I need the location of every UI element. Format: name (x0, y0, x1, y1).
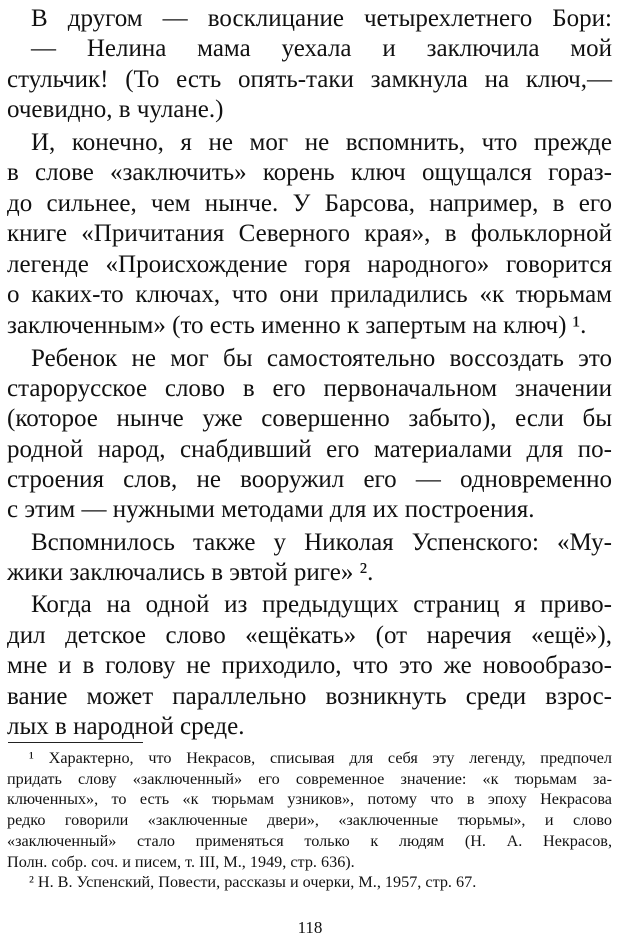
text-line: (которое нынче уже совершенно забыто), если бы (7, 405, 612, 432)
text-line: Вспомнилось также у Николая Успенского: «Му- (31, 529, 612, 556)
text-line: заключенным» (то есть именно к запертым на ключ) ¹. (7, 312, 587, 339)
footnote-line: ¹ Характерно, что Некрасов, списывая для себя эту легенду, предпочел (29, 749, 612, 767)
footnote-line: ² Н. В. Успенский, Повести, рассказы и очерки, М., 1957, стр. 67. (29, 873, 477, 891)
footnote-line: придать слову «заключенный» его современное значение: «к тюрьмам за- (7, 770, 612, 788)
text-line: И, конечно, я не мог не вспомнить, что прежде (31, 129, 612, 156)
footnote-line: ключенных», то есть «к тюрьмам узников», потому что в эпоху Некрасова (7, 790, 612, 808)
text-line: в слове «заключить» корень ключ ощущался гораз- (7, 159, 612, 186)
text-line: старорусское слово в его первоначальном значении (7, 375, 612, 402)
text-line: дил детское слово «ещёкать» (от наречия «ещё»), (7, 622, 612, 649)
footnote-line: редко говорили «заключенные двери», «заключенные тюрьмы», и слово (7, 811, 612, 829)
text-line: жики заключались в эвтой риге» ². (7, 559, 374, 586)
text-line: вание может параллельно возникнуть среди взрос- (7, 683, 612, 710)
text-line: Ребенок не мог бы самостоятельно воссоздать это (31, 345, 612, 372)
footnote-line: «заключенный» стало применяться только к людям (Н. А. Некрасов, (7, 832, 612, 850)
text-line: до сильнее, чем нынче. У Барсова, например, в его (7, 190, 612, 217)
text-line: родной народ, снабдивший его материалами для по- (7, 436, 612, 463)
footnote-line: Полн. собр. соч. и писем, т. III, М., 1949, стр. 636). (7, 853, 355, 871)
text-line: Когда на одной из предыдущих страниц я приво- (31, 591, 612, 618)
text-line: стульчик! (То есть опять-таки замкнула на ключ,— (7, 66, 612, 93)
page-number: 118 (297, 918, 323, 937)
text-line: очевидно, в чулане.) (7, 96, 224, 123)
text-line: с этим — нужными методами для их построения. (7, 496, 535, 523)
footnote-divider (8, 742, 143, 743)
text-line: легенде «Происхождение горя народного» говорится (7, 251, 612, 278)
text-line: мне и в голову не приходило, что это же новообразо- (7, 652, 612, 679)
text-line: книге «Причитания Северного края», в фольклорной (7, 220, 612, 247)
text-line: строения слов, не вооружил его — одновременно (7, 466, 612, 493)
text-line: В другом — восклицание четырехлетнего Бори: (31, 5, 612, 32)
text-line: лых в народной среде. (7, 713, 245, 740)
text-line: о каких-то ключах, что они приладились «к тюрьмам (7, 281, 612, 308)
text-line: — Нелина мама уехала и заключила мой (31, 35, 612, 62)
